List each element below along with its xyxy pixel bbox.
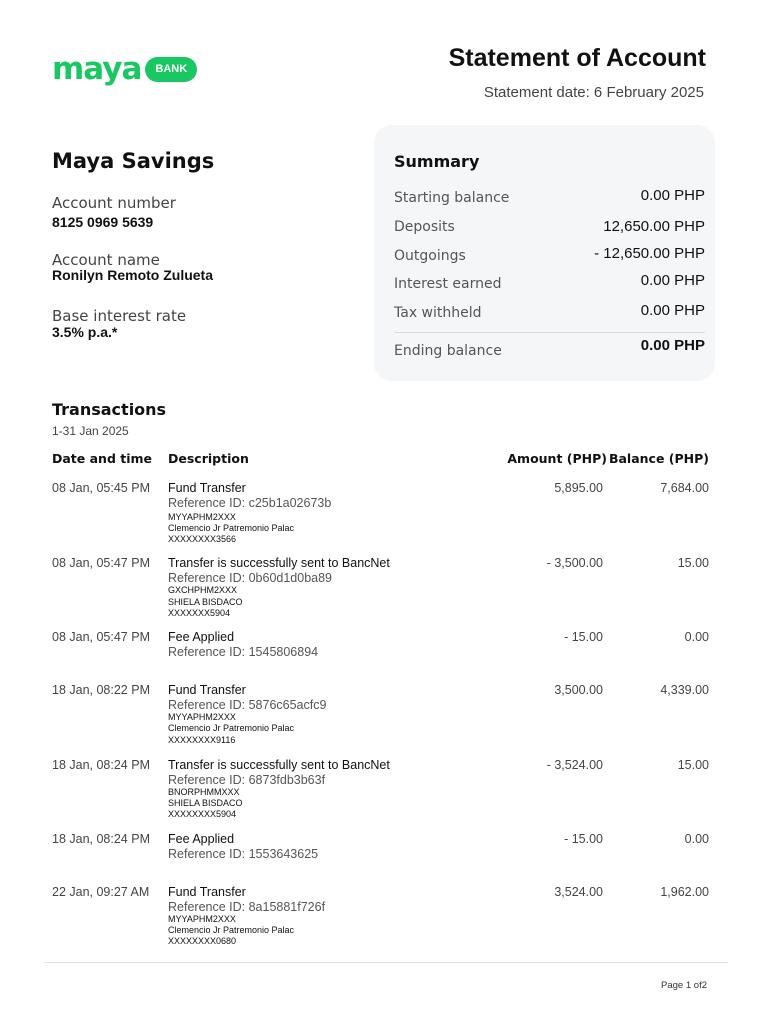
transaction-account-masked: XXXXXXX5904 bbox=[168, 608, 231, 618]
transaction-balance: 7,684.00 bbox=[660, 481, 709, 495]
transaction-amount: 3,500.00 bbox=[554, 683, 603, 697]
transaction-description: Fee Applied bbox=[168, 832, 235, 846]
logo-bank-badge: BANK bbox=[145, 57, 197, 82]
transaction-amount: - 15.00 bbox=[564, 630, 603, 644]
summary-divider bbox=[394, 332, 705, 333]
transaction-reference: Reference ID: 1545806894 bbox=[168, 645, 319, 659]
column-header-balance: Balance (PHP) bbox=[608, 451, 709, 466]
statement-date: Statement date: 6 February 2025 bbox=[483, 84, 704, 101]
transaction-description: Fund Transfer bbox=[168, 885, 246, 899]
summary-title: Summary bbox=[394, 152, 480, 171]
statement-title: Statement of Account bbox=[448, 44, 706, 72]
transaction-balance: 0.00 bbox=[684, 630, 709, 644]
transaction-account-masked: XXXXXXXX0680 bbox=[168, 936, 237, 946]
transaction-amount: - 3,524.00 bbox=[546, 758, 603, 772]
transaction-date: 08 Jan, 05:45 PM bbox=[52, 481, 150, 495]
account-number-label: Account number bbox=[52, 194, 176, 212]
transaction-date: 08 Jan, 05:47 PM bbox=[52, 556, 150, 570]
interest-rate-label: Base interest rate bbox=[52, 307, 187, 325]
outgoings-value: - 12,650.00 PHP bbox=[594, 245, 705, 262]
transaction-description: Fund Transfer bbox=[168, 481, 246, 495]
ending-balance-label: Ending balance bbox=[394, 343, 502, 359]
tax-withheld-label: Tax withheld bbox=[394, 305, 482, 321]
maya-bank-logo bbox=[52, 52, 197, 86]
interest-earned-value: 0.00 PHP bbox=[640, 272, 705, 289]
transaction-party-name: Clemencio Jr Patremonio Palac bbox=[168, 523, 295, 533]
column-header-description: Description bbox=[168, 451, 249, 466]
transaction-party-name: Clemencio Jr Patremonio Palac bbox=[168, 723, 295, 733]
footer-divider bbox=[44, 962, 728, 963]
transaction-account-masked: XXXXXXXX3566 bbox=[168, 534, 237, 544]
transaction-account-masked: XXXXXXXX5904 bbox=[168, 809, 237, 819]
transactions-title: Transactions bbox=[52, 400, 167, 419]
logo-wordmark: maya bbox=[52, 50, 142, 87]
transaction-balance: 4,339.00 bbox=[660, 683, 709, 697]
tax-withheld-value: 0.00 PHP bbox=[640, 302, 705, 319]
transaction-reference: Reference ID: 6873fdb3b63f bbox=[168, 773, 326, 787]
transaction-bank-code: MYYAPHM2XXX bbox=[168, 512, 236, 522]
transaction-bank-code: GXCHPHM2XXX bbox=[168, 585, 238, 595]
transaction-reference: Reference ID: 8a15881f726f bbox=[168, 900, 326, 914]
summary-card bbox=[374, 125, 715, 381]
deposits-label: Deposits bbox=[394, 219, 455, 235]
transaction-reference: Reference ID: 1553643625 bbox=[168, 847, 319, 861]
transactions-date-range: 1-31 Jan 2025 bbox=[52, 424, 129, 438]
ending-balance-value: 0.00 PHP bbox=[640, 337, 705, 354]
transaction-bank-code: MYYAPHM2XXX bbox=[168, 712, 236, 722]
transaction-reference: Reference ID: 0b60d1d0ba89 bbox=[168, 571, 333, 585]
starting-balance-label: Starting balance bbox=[394, 190, 510, 206]
transaction-party-name: Clemencio Jr Patremonio Palac bbox=[168, 925, 295, 935]
outgoings-label: Outgoings bbox=[394, 248, 466, 264]
column-header-amount: Amount (PHP) bbox=[507, 451, 607, 466]
transaction-date: 18 Jan, 08:24 PM bbox=[52, 832, 150, 846]
transaction-date: 22 Jan, 09:27 AM bbox=[52, 885, 150, 899]
account-number-value: 8125 0969 5639 bbox=[52, 214, 154, 230]
page-number: Page 1 of2 bbox=[661, 980, 707, 991]
transaction-amount: 3,524.00 bbox=[554, 885, 603, 899]
transaction-balance: 0.00 bbox=[684, 832, 709, 846]
transaction-description: Fund Transfer bbox=[168, 683, 246, 697]
transaction-amount: - 15.00 bbox=[564, 832, 603, 846]
account-name-label: Account name bbox=[52, 251, 160, 269]
account-name-value: Ronilyn Remoto Zulueta bbox=[52, 267, 213, 283]
transaction-amount: - 3,500.00 bbox=[546, 556, 603, 570]
interest-rate-value: 3.5% p.a.* bbox=[52, 324, 118, 340]
account-product-title: Maya Savings bbox=[52, 149, 215, 173]
transaction-description: Transfer is successfully sent to BancNet bbox=[168, 556, 390, 570]
transaction-party-name: SHIELA BISDACO bbox=[168, 597, 243, 607]
transaction-reference: Reference ID: c25b1a02673b bbox=[168, 496, 332, 510]
column-header-date: Date and time bbox=[52, 451, 153, 466]
transaction-amount: 5,895.00 bbox=[554, 481, 603, 495]
transaction-date: 08 Jan, 05:47 PM bbox=[52, 630, 150, 644]
transaction-party-name: SHIELA BISDACO bbox=[168, 798, 243, 808]
transaction-account-masked: XXXXXXXX9116 bbox=[168, 735, 236, 745]
transaction-balance: 15.00 bbox=[677, 556, 709, 570]
starting-balance-value: 0.00 PHP bbox=[640, 187, 705, 204]
transaction-date: 18 Jan, 08:22 PM bbox=[52, 683, 150, 697]
transaction-bank-code: MYYAPHM2XXX bbox=[168, 914, 236, 924]
interest-earned-label: Interest earned bbox=[394, 276, 502, 292]
transaction-date: 18 Jan, 08:24 PM bbox=[52, 758, 150, 772]
transaction-description: Transfer is successfully sent to BancNet bbox=[168, 758, 390, 772]
transaction-balance: 1,962.00 bbox=[660, 885, 709, 899]
deposits-value: 12,650.00 PHP bbox=[603, 218, 705, 235]
transaction-reference: Reference ID: 5876c65acfc9 bbox=[168, 698, 327, 712]
transaction-bank-code: BNORPHMMXXX bbox=[168, 787, 240, 797]
transaction-description: Fee Applied bbox=[168, 630, 235, 644]
transaction-balance: 15.00 bbox=[677, 758, 709, 772]
